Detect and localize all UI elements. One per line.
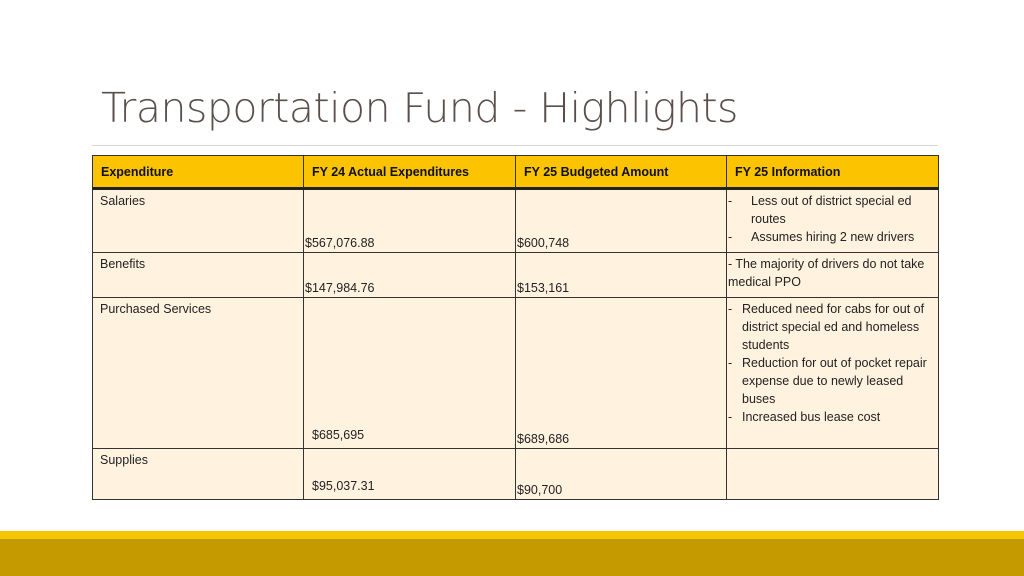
- info-cell: [727, 189, 939, 253]
- fy25-cell: [516, 298, 727, 449]
- table-row: [93, 189, 939, 253]
- header-expenditure: Expenditure: [93, 156, 304, 189]
- info-text: - The majority of drivers do not take medical PPO: [728, 257, 925, 289]
- fy24-cell: [304, 449, 516, 500]
- fy25-cell: [516, 189, 727, 253]
- expenditure-cell: Supplies: [93, 449, 304, 500]
- fy24-value: $147,984.76: [305, 281, 375, 295]
- info-list: [728, 300, 936, 426]
- table-row: [93, 449, 939, 500]
- expenditure-cell: Benefits: [93, 253, 304, 298]
- fy25-cell: [516, 449, 727, 500]
- expenditure-cell: Salaries: [93, 189, 304, 253]
- header-fy25-information: FY 25 Information: [727, 156, 939, 189]
- fy24-value: $685,695: [312, 428, 365, 442]
- fy25-value: $90,700: [517, 483, 563, 497]
- info-item: - Assumes hiring 2 new drivers: [728, 228, 936, 246]
- fy25-value: $153,161: [517, 281, 570, 295]
- expenditure-cell: Purchased Services: [93, 298, 304, 449]
- info-item: - Increased bus lease cost: [728, 408, 936, 426]
- info-cell: [727, 298, 939, 449]
- table-row: [93, 253, 939, 298]
- footer-bar: [0, 539, 1024, 576]
- fy25-value: $600,748: [517, 236, 570, 250]
- info-cell: [727, 253, 939, 298]
- fy24-cell: [304, 253, 516, 298]
- fy25-value: $689,686: [517, 432, 570, 446]
- fy24-cell: [304, 298, 516, 449]
- footer-accent-line: [0, 531, 1024, 539]
- header-fy24-actual: FY 24 Actual Expenditures: [304, 156, 516, 189]
- slide-title: Transportation Fund - Highlights: [101, 84, 738, 132]
- info-cell: [727, 449, 939, 500]
- info-item: - Reduced need for cabs for out of district special ed and homeless students: [728, 300, 936, 354]
- table-row: [93, 298, 939, 449]
- fy24-value: $95,037.31: [312, 479, 375, 493]
- info-list: [728, 192, 936, 246]
- table-header-row: [93, 156, 939, 189]
- fy24-value: $567,076.88: [305, 236, 375, 250]
- info-item: - Reduction for out of pocket repair expense due to newly leased buses: [728, 354, 936, 408]
- header-fy25-budgeted: FY 25 Budgeted Amount: [516, 156, 727, 189]
- info-item: - Less out of district special ed routes: [728, 192, 936, 228]
- title-divider: [92, 145, 938, 146]
- fy25-cell: [516, 253, 727, 298]
- transportation-fund-table: [92, 155, 939, 500]
- fy24-cell: [304, 189, 516, 253]
